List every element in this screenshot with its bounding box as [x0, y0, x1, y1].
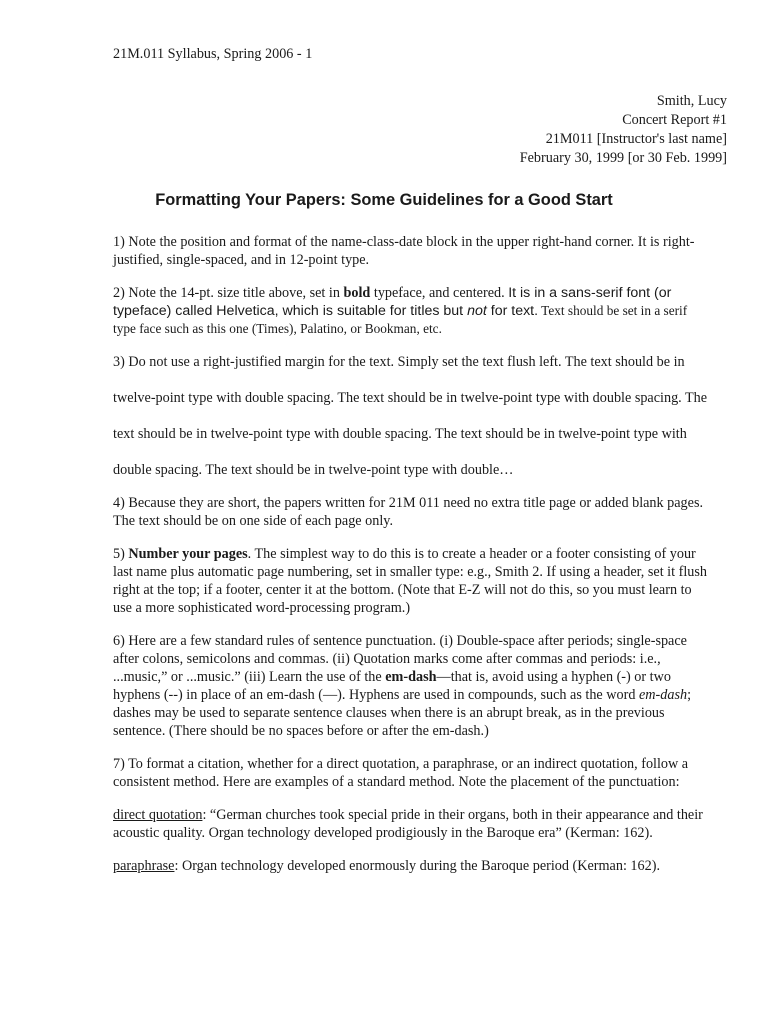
direct-quotation-text: : “German churches took special pride in their organs, both in their appearance and their acoustic quality. Organ technology developed prodigiously in the Baroque era” (Kerman: 162).	[113, 807, 703, 841]
p2-text-b: typeface, and centered.	[370, 285, 509, 301]
class-instructor: 21M011 [Instructor's last name]	[545, 131, 727, 147]
p2-small-text: Text should be set in a serif type face such as this one (Times), Palatino, or Bookman, etc.	[113, 303, 688, 336]
p2-text-a: 2) Note the 14-pt. size title above, set in	[113, 285, 344, 301]
p2-sans-a: It is in a sans-serif font (or typeface) called Helvetica, which is suitable for titles but	[113, 285, 672, 319]
date: February 30, 1999 [or 30 Feb. 1999]	[519, 150, 727, 166]
page-title: Formatting Your Papers: Some Guidelines for a Good Start	[155, 191, 613, 209]
paragraph-2	[113, 284, 713, 338]
direct-quotation-label: direct quotation	[113, 807, 203, 823]
document-body	[113, 233, 713, 890]
paragraph-3: 3) Do not use a right-justified margin for the text. Simply set the text flush left. The text should be in twelve-point type with double spacing. The text should be in twelve-point type with double spacing. The text should be in twelve-point type with double spacing. The text should be in twelve-point type with double spacing. The text should be in twelve-point type with double…	[113, 354, 708, 478]
p5-text-b: . The simplest way to do this is to create a header or a footer consisting of your last name plus automatic page numbering, set in smaller type: e.g., Smith 2. If using a header, set it flush right at the top; if a footer, center it at the bottom. (Note that E-Z will not do this, so you must learn to use a more sophisticated word-processing program.)	[113, 546, 707, 616]
name-class-date-block	[520, 92, 727, 168]
paraphrase-label: paraphrase	[113, 858, 175, 874]
paragraph-6	[113, 632, 713, 740]
running-header: 21M.011 Syllabus, Spring 2006 - 1	[113, 46, 313, 62]
p6-italic: em-dash	[638, 687, 688, 703]
p2-sans-b: for text.	[486, 303, 539, 319]
paragraph-1: 1) Note the position and format of the name-class-date block in the upper right-hand corner. It is right-justified, single-spaced, and in 12-point type.	[113, 234, 695, 268]
p5-text-a: 5)	[113, 546, 129, 562]
paraphrase-example	[113, 857, 713, 875]
p6-text-a: 6) Here are a few standard rules of sentence punctuation. (i) Double-space after periods; single-space after colons, semicolons and commas. (ii) Quotation marks come after commas and periods: i.e., ...music,” or ...music.” (iii) Learn the use of the	[113, 633, 687, 685]
p6-bold: em-dash	[385, 669, 437, 685]
direct-quotation-example	[113, 806, 713, 842]
student-name: Smith, Lucy	[656, 93, 727, 109]
paragraph-4: 4) Because they are short, the papers written for 21M 011 need no extra title page or added blank pages. The text should be on one side of each page only.	[113, 495, 704, 529]
paraphrase-text: : Organ technology developed enormously during the Baroque period (Kerman: 162).	[174, 858, 660, 874]
p6-text-b: —that is, avoid using a hyphen (-) or two hyphens (--) in place of an em-dash (—). Hyphens are used in compounds, such as the word	[113, 669, 671, 703]
p2-bold: bold	[343, 285, 371, 301]
paragraph-5	[113, 545, 713, 617]
paragraph-7: 7) To format a citation, whether for a direct quotation, a paraphrase, or an indirect quotation, follow a consistent method. Here are examples of a standard method. Note the placement of the punctuation:	[113, 756, 689, 790]
p6-text-c: ; dashes may be used to separate sentence clauses when there is an abrupt break, as in the previous sentence. (There should be no spaces before or after the em-dash.)	[113, 687, 692, 739]
p5-bold: Number your pages	[128, 546, 248, 562]
report-title: Concert Report #1	[622, 112, 727, 128]
p2-sans-not: not	[467, 303, 487, 319]
